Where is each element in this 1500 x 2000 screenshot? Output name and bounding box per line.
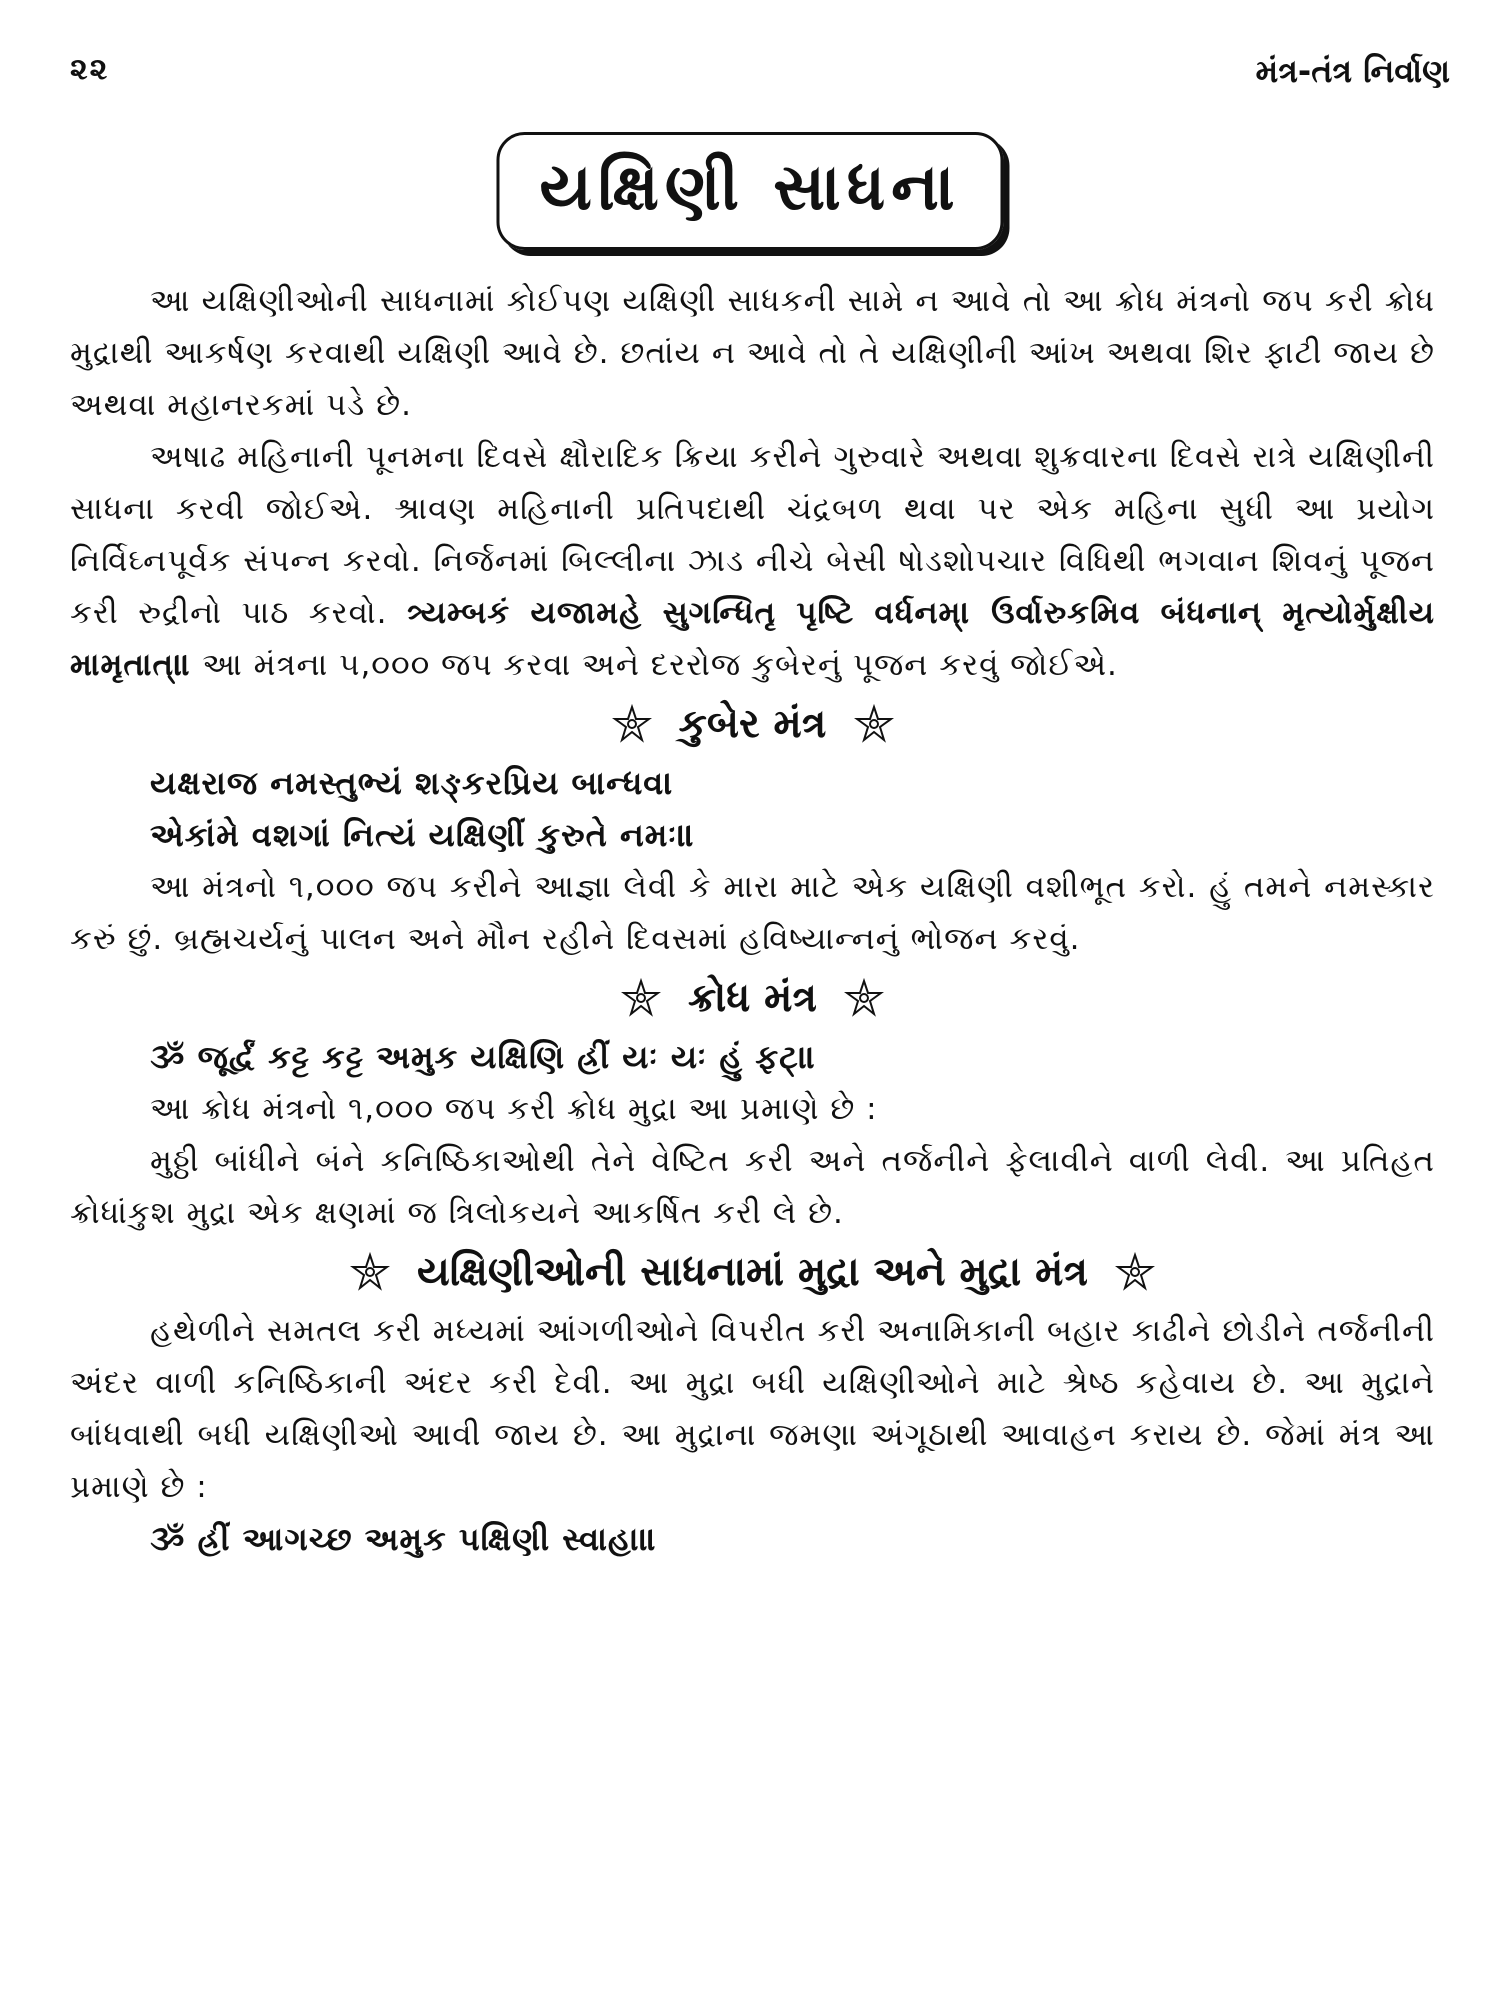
section-heading-mudra [70, 1243, 1435, 1299]
krodh-mantra-line: ૐ જૂર્દ્વં કટ્ટ કટ્ટ અમુક યક્ષિણિ હ્રીં યઃ યઃ હું ફટ્॥ [150, 1038, 817, 1076]
flower-icon [1115, 1252, 1155, 1292]
chapter-title: યક્ષિણી સાધના [539, 151, 961, 225]
kuber-mantra-line-1: યક્ષરાજ નમસ્તુભ્યં શઙ્કરપ્રિય બાન્ધવ। [150, 764, 674, 802]
paragraph-krodh-mudra: મુઠ્ઠી બાંધીને બંને કનિષ્ઠિકાઓથી તેને વેષ્ટિત કરી અને તર્જનીને ફેલાવીને વાળી લેવી. આ પ્રતિહત ક્રોધાંકુશ મુદ્રા એક ક્ષણમાં જ ત્રિલોકયને આકર્ષિત કરી લે છે. [70, 1143, 1435, 1231]
flower-icon [612, 704, 652, 744]
flower-icon [844, 978, 884, 1018]
section-title-krodh: ક્રોધ મંત્ર [687, 974, 817, 1021]
mrityunjay-mantra: ત્ર્યમ્બકં યજામહે સુગન્ધિતૃ પૃષ્ટિ વર્ધનમ્। ઉર્વારુકમિવ બંધનાન્ મૃત્યોર્મુક્ષીય મામૃતાત્॥ [70, 595, 1436, 683]
chapter-title-box [496, 132, 1003, 250]
paragraph-sadhana-end: આ મંત્રના ૫,૦૦૦ જપ કરવા અને દરરોજ કુબેરનું પૂજન કરવું જોઈએ. [202, 647, 1118, 683]
paragraph-sadhana-text: અષાઢ મહિનાની પૂનમના દિવસે ક્ષૌરાદિક ક્રિયા કરીને ગુરુવારે અથવા શુક્રવારના દિવસે રાત્રે યક્ષિણીની સાધના કરવી જોઈએ. શ્રાવણ મહિનાની પ્રતિપદાથી ચંદ્રબળ થવા પર એક મહિના સુધી આ પ્રયોગ નિર્વિઘ્નપૂર્વક સંપન્ન કરવો. નિર્જનમાં બિલ્લીના ઝાડ નીચે બેસી ષોડશોપચાર વિધિથી ભગવાન શિવનું પૂજન કરી રુદ્રીનો પાઠ કરવો. [70, 439, 1435, 631]
section-title-mudra: યક્ષિણીઓની સાધનામાં મુદ્રા અને મુદ્રા મંત્ર [417, 1248, 1088, 1295]
section-heading-kuber [70, 695, 1435, 751]
book-title: મંત્ર-તંત્ર નિર્વાણ [1255, 52, 1450, 90]
section-heading-krodh [70, 969, 1435, 1025]
paragraph-kuber-instructions: આ મંત્રનો ૧,૦૦૦ જપ કરીને આજ્ઞા લેવી કે મારા માટે એક યક્ષિણી વશીભૂત કરો. હું તમને નમસ્કાર કરું છું. બ્રહ્મચર્યનું પાલન અને મૌન રહીને દિવસમાં હવિષ્યાન્નનું ભોજન કરવું. [70, 869, 1435, 957]
page-content [70, 275, 1435, 1565]
paragraph-sadhana [70, 431, 1435, 691]
page-header [70, 52, 1450, 102]
flower-icon [350, 1252, 390, 1292]
section-title-kuber: કુબેર મંત્ર [678, 700, 827, 747]
paragraph-krodh-intro: આ ક્રોધ મંત્રનો ૧,૦૦૦ જપ કરી ક્રોધ મુદ્રા આ પ્રમાણે છે : [150, 1091, 878, 1127]
paragraph-intro: આ યક્ષિણીઓની સાધનામાં કોઈપણ યક્ષિણી સાધકની સામે ન આવે તો આ ક્રોધ મંત્રનો જપ કરી ક્રોધ મુદ્રાથી આકર્ષણ કરવાથી યક્ષિણી આવે છે. છતાંય ન આવે તો તે યક્ષિણીની આંખ અથવા શિર ફાટી જાય છે અથવા મહાનરકમાં પડે છે. [70, 283, 1435, 423]
kuber-mantra-line-2: એકાંમે વશગાં નિત્યં યક્ષિણીં કુરુતે નમઃ॥ [150, 816, 696, 854]
page-number: ૨૨ [70, 52, 110, 87]
flower-icon [854, 704, 894, 744]
mudra-mantra-line: ૐ હ્રીં આગચ્છ અમુક પક્ષિણી સ્વાહા॥ [150, 1520, 658, 1558]
flower-icon [621, 978, 661, 1018]
paragraph-mudra-description: હથેળીને સમતલ કરી મધ્યમાં આંગળીઓને વિપરીત કરી અનામિકાની બહાર કાઢીને છોડીને તર્જનીની અંદર વાળી કનિષ્ઠિકાની અંદર કરી દેવી. આ મુદ્રા બધી યક્ષિણીઓને માટે શ્રેષ્ઠ કહેવાય છે. આ મુદ્રાને બાંધવાથી બધી યક્ષિણીઓ આવી જાય છે. આ મુદ્રાના જમણા અંગૂઠાથી આવાહન કરાય છે. જેમાં મંત્ર આ પ્રમાણે છે : [70, 1313, 1435, 1505]
